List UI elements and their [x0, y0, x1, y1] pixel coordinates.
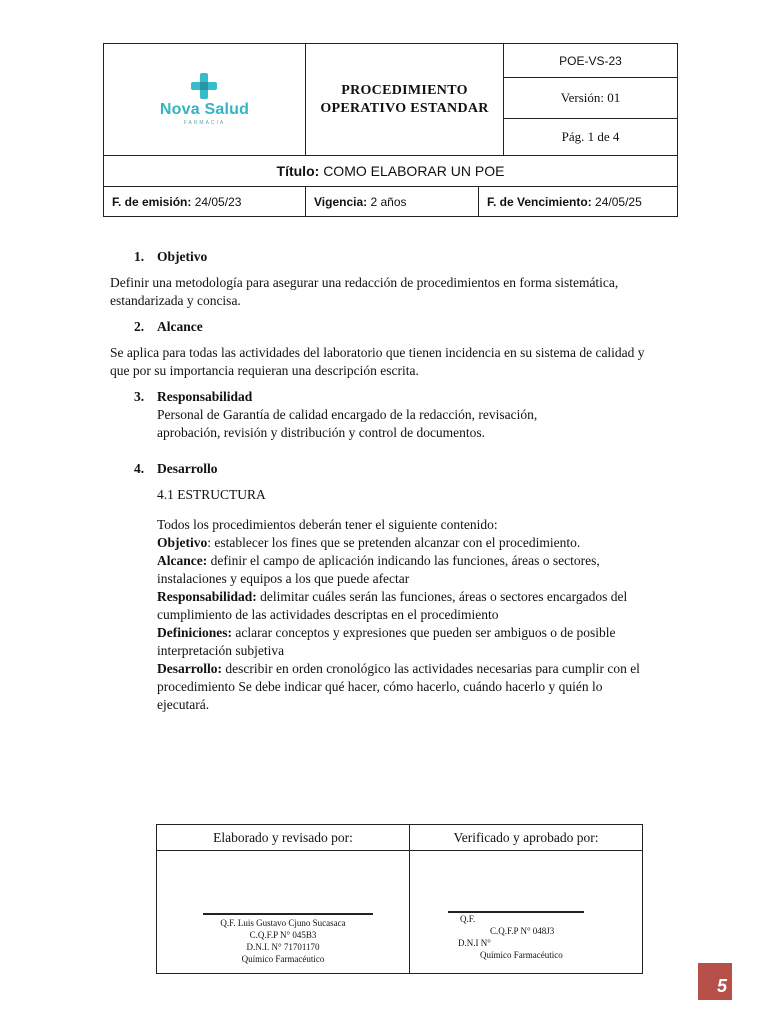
estructura-content	[110, 516, 650, 714]
section-title: Responsabilidad	[157, 389, 253, 404]
section-number: 4.	[134, 461, 145, 476]
vigencia-label: Vigencia:	[314, 194, 368, 209]
elaborado-signature-cell	[157, 851, 410, 974]
medical-cross-icon	[191, 73, 217, 99]
verificado-header: Verificado y aprobado por:	[410, 825, 643, 851]
logo-cell	[104, 44, 306, 156]
item-desc: definir el campo de aplicación indicando las funciones, áreas o sectores, instalaciones y equipos a los que puede afectar	[157, 553, 600, 586]
estructura-item	[157, 552, 650, 588]
signer-dni: D.N.I. N° 71701170	[246, 942, 320, 952]
signer-name: Q.F.	[460, 914, 476, 924]
estructura-subheading: 4.1 ESTRUCTURA	[157, 487, 266, 502]
verificado-signature-cell	[410, 851, 643, 974]
estructura-item	[157, 534, 650, 552]
estructura-item	[157, 588, 650, 624]
elaborado-header: Elaborado y revisado por:	[157, 825, 410, 851]
doc-code: POE-VS-23	[504, 44, 678, 78]
section-title: Alcance	[157, 319, 203, 334]
objetivo-text: Definir una metodología para asegurar una redacción de procedimientos en forma sistemática, estandarizada y concisa.	[110, 275, 619, 308]
section-heading-alcance	[110, 318, 650, 336]
signer-role: Químico Farmacéutico	[241, 954, 325, 964]
section-title: Objetivo	[157, 249, 208, 264]
procedure-title-line2: OPERATIVO ESTANDAR	[320, 100, 489, 116]
vigencia-value: 2 años	[370, 194, 407, 209]
section-number: 3.	[134, 389, 145, 404]
signature-line	[203, 913, 373, 915]
document-body	[110, 248, 650, 714]
signer-cqfp: C.Q.F.P N° 045B3	[249, 930, 317, 940]
item-term: Objetivo	[157, 535, 208, 550]
estructura-item	[157, 660, 650, 714]
section-heading-desarrollo	[110, 460, 650, 478]
document-title-row	[104, 156, 678, 187]
verificado-signer	[410, 913, 643, 961]
titulo-label: Título:	[276, 163, 320, 179]
elaborado-signer	[157, 917, 409, 965]
section-number: 1.	[134, 249, 145, 264]
header-table	[103, 43, 678, 216]
section-heading-objetivo	[110, 248, 650, 266]
section-number: 2.	[134, 319, 145, 334]
doc-version: Versión: 01	[504, 78, 678, 119]
item-term: Alcance:	[157, 553, 208, 568]
vencimiento-cell	[479, 187, 678, 217]
doc-page: Pág. 1 de 4	[504, 119, 678, 156]
procedure-title-cell	[306, 44, 504, 156]
page-number-badge: 5	[698, 963, 732, 1000]
logo-subtitle: FARMACIA	[183, 120, 226, 126]
section-heading-responsabilidad	[110, 388, 650, 406]
responsabilidad-line1: Personal de Garantía de calidad encargado de la redacción, revisación,	[157, 407, 538, 422]
logo-name: Nova Salud	[159, 101, 250, 118]
signer-dni: D.N.I N°	[458, 938, 491, 948]
alcance-text: Se aplica para todas las actividades del laboratorio que tienen incidencia en su sistema de calidad y que por su importancia requieran una descripción escrita.	[110, 345, 645, 378]
emision-label: F. de emisión:	[112, 194, 192, 209]
nova-salud-logo	[160, 73, 249, 126]
item-desc: delimitar cuáles serán las funciones, áreas o sectores encargados del cumplimiento de las actividades descriptas en el procedimiento	[157, 589, 628, 622]
vencimiento-value: 24/05/25	[595, 194, 642, 209]
item-sep: :	[207, 535, 212, 550]
signer-name: Q.F. Luis Gustavo Cjuno Sucasaca	[220, 918, 346, 928]
emision-value: 24/05/23	[194, 194, 242, 209]
signer-cqfp: C.Q.F.P N° 048J3	[490, 926, 555, 936]
item-term: Definiciones:	[157, 625, 232, 640]
vencimiento-label: F. de Vencimiento:	[487, 194, 592, 209]
emision-cell	[104, 187, 306, 217]
item-desc: establecer los fines que se pretenden alcanzar con el procedimiento.	[211, 535, 581, 550]
procedure-title-line1: PROCEDIMIENTO	[341, 82, 468, 98]
item-term: Responsabilidad:	[157, 589, 257, 604]
estructura-item	[157, 624, 650, 660]
vigencia-cell	[306, 187, 479, 217]
section-title: Desarrollo	[157, 461, 218, 476]
estructura-intro: Todos los procedimientos deberán tener el siguiente contenido:	[157, 517, 498, 532]
responsabilidad-line2: aprobación, revisión y distribución y control de documentos.	[157, 425, 486, 440]
item-desc: aclarar conceptos y expresiones que pueden ser ambiguos o de posible interpretación subjetiva	[157, 625, 616, 658]
signer-role: Químico Farmacéutico	[480, 950, 563, 960]
item-desc: describir en orden cronológico las actividades necesarias para cumplir con el procedimiento Se debe indicar qué hacer, cómo hacerlo, cuándo hacerlo y quién lo ejecutará.	[157, 661, 640, 712]
titulo-value: COMO ELABORAR UN POE	[323, 163, 505, 179]
item-term: Desarrollo:	[157, 661, 222, 676]
signature-table	[156, 824, 643, 973]
